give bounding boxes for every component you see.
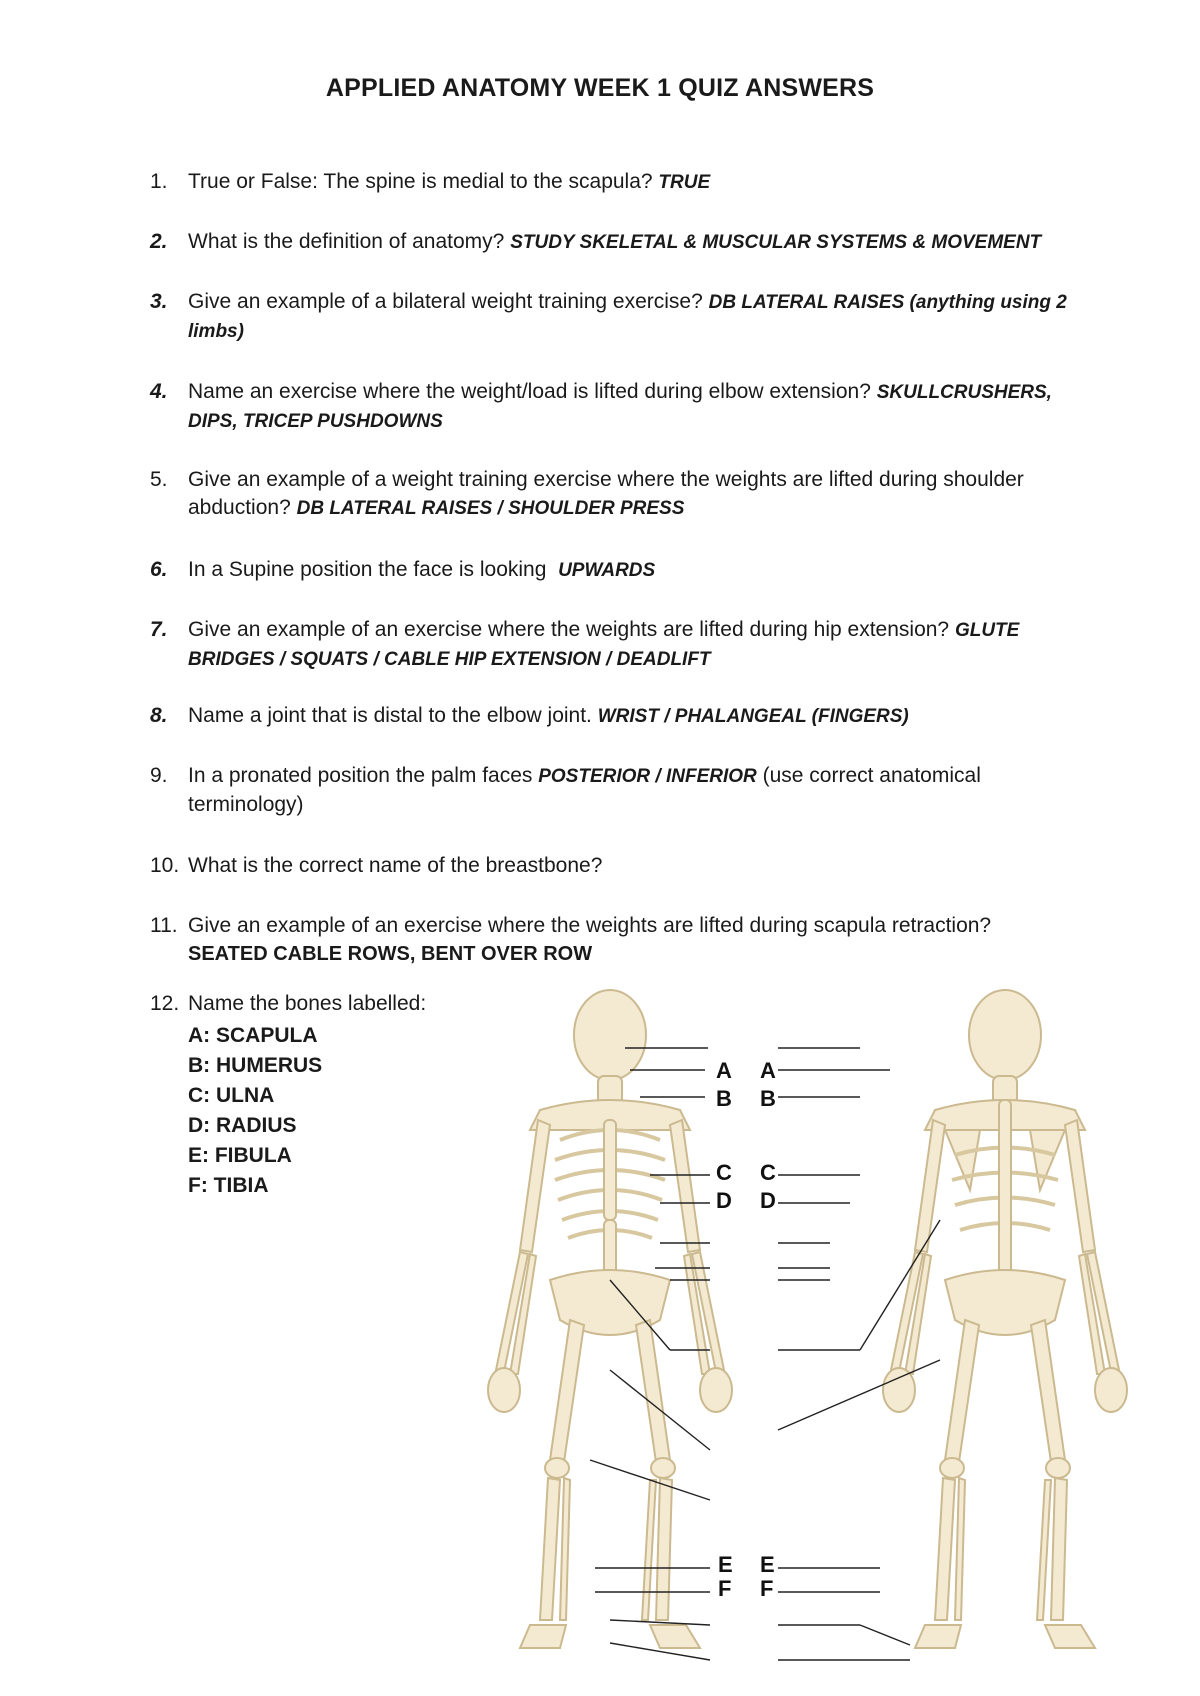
question-number: 12. (150, 992, 180, 1015)
question-6 (150, 556, 1090, 585)
question-text: What is the definition of anatomy? (188, 230, 511, 253)
bone-answer: D: RADIUS (188, 1114, 297, 1137)
question-number: 9. (150, 764, 168, 787)
question-text: What is the correct name of the breastbone? (188, 854, 603, 877)
question-text-cont: (use correct anatomical terminology) (188, 764, 981, 816)
question-7 (150, 616, 1090, 674)
question-text: True or False: The spine is medial to the scapula? (188, 170, 659, 193)
question-10 (150, 852, 1090, 880)
figure-label-e-left: E (718, 1552, 733, 1577)
question-4 (150, 378, 1090, 436)
figure-label-a-left: A (716, 1058, 732, 1083)
question-text: Give an example of an exercise where the weights are lifted during hip extension? (188, 618, 955, 641)
figure-label-e-right: E (760, 1552, 775, 1577)
question-answer: GLUTE BRIDGES / SQUATS / CABLE HIP EXTENSION / DEADLIFT (188, 620, 1020, 670)
figure-label-f-left: F (718, 1576, 732, 1601)
question-number: 8. (150, 704, 168, 727)
figure-label-a-right: A (760, 1058, 776, 1083)
question-number: 4. (150, 380, 168, 403)
question-answer: POSTERIOR / INFERIOR (538, 766, 757, 787)
question-2 (150, 228, 1090, 257)
question-number: 2. (150, 230, 168, 253)
question-text: In a pronated position the palm faces (188, 764, 539, 787)
bone-answer: E: FIBULA (188, 1144, 292, 1167)
question-text: Give an example of a bilateral weight training exercise? (188, 290, 709, 313)
bone-answer-list (188, 1021, 322, 1201)
question-number: 1. (150, 170, 168, 193)
bone-answer: C: ULNA (188, 1084, 275, 1107)
question-answer: DB LATERAL RAISES (anything using 2 limbs) (188, 292, 1067, 342)
question-text: Give an example of an exercise where the weights are lifted during scapula retraction? (188, 914, 992, 937)
figure-label-b-left: B (716, 1086, 732, 1111)
question-answer: SKULLCRUSHERS, DIPS, TRICEP PUSHDOWNS (188, 382, 1052, 432)
bone-answer: F: TIBIA (188, 1174, 269, 1197)
bone-answer: B: HUMERUS (188, 1054, 323, 1077)
question-text: Name an exercise where the weight/load is lifted during elbow extension? (188, 380, 877, 403)
question-number: 5. (150, 468, 168, 491)
figure-label-c-right: C (760, 1160, 776, 1185)
question-1 (150, 168, 1090, 197)
question-text: Give an example of a weight training exercise where the weights are lifted during shoulder abduction? (188, 468, 1024, 519)
figure-label-f-right: F (760, 1576, 774, 1601)
question-number: 3. (150, 290, 168, 313)
figure-label-d-right: D (760, 1188, 776, 1213)
question-answer: UPWARDS (558, 560, 656, 581)
posterior-skeleton (883, 990, 1127, 1648)
question-answer: STUDY SKELETAL & MUSCULAR SYSTEMS & MOVEMENT (510, 232, 1042, 253)
question-answer: WRIST / PHALANGEAL (FINGERS) (597, 706, 909, 727)
figure-label-d-left: D (716, 1188, 732, 1213)
question-number: 10. (150, 854, 180, 877)
question-number: 6. (150, 558, 168, 581)
question-number: 7. (150, 618, 168, 641)
question-8 (150, 702, 1090, 731)
figure-labels (716, 1058, 776, 1601)
question-9 (150, 762, 1090, 819)
question-3 (150, 288, 1090, 346)
page-title: APPLIED ANATOMY WEEK 1 QUIZ ANSWERS (325, 74, 875, 102)
question-5 (150, 466, 1090, 523)
question-text: Name a joint that is distal to the elbow joint. (188, 704, 598, 727)
figure-label-b-right: B (760, 1086, 776, 1111)
figure-label-c-left: C (716, 1160, 732, 1185)
question-12 (150, 990, 450, 1018)
anterior-skeleton (488, 990, 732, 1648)
question-11 (150, 912, 1090, 968)
question-number: 11. (150, 914, 178, 937)
question-text: Name the bones labelled: (188, 992, 427, 1015)
question-answer: DB LATERAL RAISES / SHOULDER PRESS (296, 498, 685, 519)
question-answer: TRUE (658, 172, 711, 193)
question-text: In a Supine position the face is looking (188, 558, 559, 581)
bone-answer: A: SCAPULA (188, 1024, 318, 1047)
question-answer: SEATED CABLE ROWS, BENT OVER ROW (188, 943, 593, 965)
skeleton-diagram (460, 980, 1180, 1690)
